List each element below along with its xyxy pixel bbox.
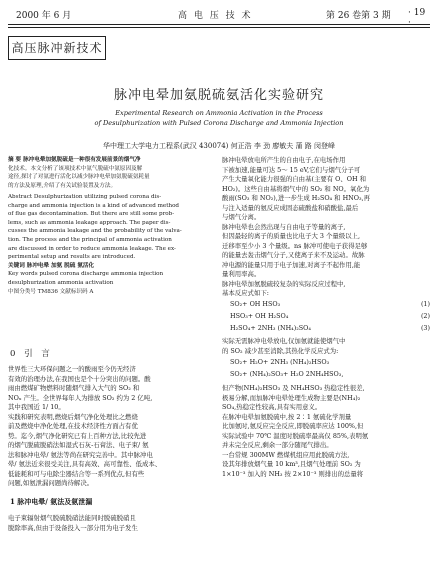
body-line: 世界性三大环保问题之一的酸雨至今仍无经济 [8, 365, 136, 373]
section-0-body [8, 365, 214, 489]
abstract-cn-line: 的方法及原理,介绍了有关试验装置及方法。 [8, 182, 117, 189]
body-line: 量利用率高。 [222, 270, 261, 278]
body-line: 脉冲电晕放电所产生的自由电子,在电场作用 [222, 156, 346, 164]
abstract-cn-line: 途径,探讨了对氨进行活化以减少脉冲电晕加氨脱硫氨耗量 [8, 174, 150, 181]
section-label: 高压脉冲新技术 [8, 36, 106, 60]
body-line: 并未完全反应,剩余一部分随尾气排出。 [222, 441, 333, 449]
equation-2-number: (2) [420, 312, 430, 320]
abstract-en-line: of flue gas decontamination. But there are still some prob- [8, 211, 175, 218]
paper-title-en-line-1: Experimental Research on Ammonia Activation in the Process [115, 109, 323, 117]
header-rule-thin [8, 27, 430, 28]
keywords-cn: 关键词 脉冲电晕 加氨 脱硫 氨活化 [8, 262, 95, 269]
header-issue: 第 26 卷第 3 期 [326, 11, 391, 21]
body-line: NOₓ 产生。全世界每年人为排放 SO₂ 约为 2 亿吨, [8, 393, 153, 402]
abstract-cn [8, 156, 214, 190]
body-line: 电子束辐射烟气脱硫脱硝法能同时脱硫脱硝且 [8, 514, 136, 522]
body-line: 脉冲电晕也会然出现与自由电子等量的离子, [222, 222, 346, 231]
body-line: 冲电源的能量只用于电子加速,对离子不起作用,能 [222, 260, 361, 269]
abstract-en-line: are discussed in order to reduce ammonia leakage. The ex- [8, 245, 176, 252]
section-0-heading: 0 引 言 [10, 349, 53, 359]
body-line: 晕/ 氨法近来很受关注,具有高效、高可靠性、低成本、 [8, 460, 162, 468]
abstract-en-line: perimental setup and results are introduced. [8, 254, 136, 261]
body-line: 势。迄今,烟气净化研究已有上百种方法,比较先进 [8, 431, 147, 440]
body-line: 但产物(NH₄)₂HSO₃ 及 NH₄HSO₃ 热稳定性很差, [222, 384, 365, 392]
body-line: 低能耗和可与电除尘器结合等一系列优点,但有些 [8, 469, 145, 478]
body-line: 1×10⁻³ 加入的 NH₃ 按 2×10⁻³ 则排出的总量将 [222, 469, 364, 478]
equation-1-number: (1) [420, 300, 430, 308]
body-line: 实际试验中 70℃ 温度时脱硫率最高仅 85%,表明氨 [222, 431, 369, 440]
body-line: SO₄,热稳定性较高,具有实用意义。 [222, 403, 322, 411]
body-line: 但因最轻的离子的质量也比电子大 3 个量级以上, [222, 232, 360, 240]
right-body-mid [222, 337, 430, 356]
body-line: 的 SO₂ 减少甚至消除,其热化学反应式为: [222, 346, 339, 355]
paper-title-cn: 脉冲电晕加氨脱硫氨活化实验研究 [113, 88, 324, 103]
running-header [8, 8, 430, 28]
body-line: 下被加速,能量可达 5～ 15 eV,它们与烟气分子可 [222, 165, 361, 174]
body-line: HO₂)。这些自由基将烟气中的 SO₂ 和 NO。氧化为 [222, 184, 370, 193]
equation-3-number: (3) [420, 324, 430, 332]
equation-3: H₂SO₄+ 2NH₃ (NH₄)₂SO₄ [230, 324, 311, 332]
body-line: 一台常规 300MW 燃煤机组应用此脱硫方法, [222, 450, 350, 459]
body-line: 酸雨(SO₃ 和 NO₂),进一步生成 H₂SO₄ 和 HNO₃,再 [222, 194, 370, 202]
equation-block-2 [222, 358, 430, 382]
section-1-body [8, 514, 214, 533]
body-line: 的能量去轰击烟气分子,又使离子来不及运动。故脉 [222, 251, 365, 259]
section-1-heading: 1 脉冲电晕/ 氨法及氨泄漏 [10, 497, 93, 506]
equation-5: SO₂+ (NH₄)₂SO₃+ H₂O 2NH₄HSO₃, [230, 370, 344, 378]
body-line: 迁移率至少小 3 个量级。ns 脉冲可使电子获得足够 [222, 241, 368, 250]
header-date: 2000 年 6 月 [16, 11, 72, 21]
abstract-en-line: lems, such as ammonia leakage approach. The paper dis- [8, 219, 171, 226]
body-line: 与注入适量的氨反应成固态硫酸盐和硝酸盐,最后 [222, 203, 359, 212]
body-line: 法和脉冲电晕/ 氨法等尚在研究完善中。其中脉冲电 [8, 450, 153, 459]
body-line: 的烟气脱硫脱硝法如湿式石灰-石膏法、电子束/ 氨 [8, 441, 149, 449]
abstract-cn-line: 摘 要 脉冲电晕加氨脱硫是一种很有发展前景的烟气净 [8, 157, 141, 163]
body-line: 产生大量氧化能力很强的自由基(主要有 O、OH 和 [222, 175, 367, 183]
paper-title-en-line-2: of Desulphurization with Pulsed Corona Discharge and Ammonia Injection [94, 119, 344, 127]
equation-1: SO₂+ OH HSO₃ [230, 300, 281, 308]
equation-2: HSO₃+ OH H₂SO₄ [230, 312, 289, 320]
body-line: 实践和研究表明,燃烧后烟气净化处理比之燃烧 [8, 412, 138, 421]
header-journal: 高 电 压 技 术 [178, 11, 253, 21]
body-line: 脉冲电晕加氨脱硫较复杂的实际反应过程中, [222, 279, 346, 288]
abstract-en-line: Abstract Desulphurization utilizing pulsed corona dis- [8, 194, 162, 200]
body-line: 设其年排放烟气量 10 km³,且烟气处理前 SO₂ 为 [222, 460, 361, 468]
body-line: 脱除率高,但由于设备投入一部分用为电子发生 [8, 523, 138, 532]
abstract-cn-line: 化技术。本文分析了该项技术中氨气脱硫中氨原因及解 [8, 165, 143, 172]
authors: 华中理工大学电力工程系(武汉 430074) 何正浩 李 劲 廖敏夫 蒲 路 闵登峰 [103, 142, 335, 150]
equation-block-1 [222, 300, 430, 334]
abstract-en-line: tion. The process and the principal of ammonia activation [8, 236, 172, 243]
abstract-en-line: charge and ammonia injection is a kind of advanced method [8, 202, 180, 209]
body-line: 其中我国近 1/ 10。 [8, 403, 65, 411]
body-line: 在脉冲电晕加氨脱硫中,按 2∶1 氨硫化学剂量 [222, 412, 352, 421]
classification: 中图分类号 TM836 文献标识码 A [8, 288, 94, 295]
body-line: 有效的治理办法,在我国也是个十分突出的问题。酸 [8, 374, 151, 383]
header-page: · 19 · [408, 8, 426, 28]
body-line: 雨由燃煤矿物燃料时随烟气排入大气的 SO₂ 和 [8, 384, 140, 392]
body-line: 极易分解,而加脉冲电晕处理生成物主要是(NH₄)₂ [222, 393, 361, 402]
body-line: 前及燃烧中净化处理,在技术经济性方面占有优 [8, 422, 138, 430]
keywords-en-line: desulphurization ammonia activation [8, 279, 114, 286]
body-line: 比加氨时,氨反应完全反应,即脱硫率应达 100%,但 [222, 422, 364, 430]
right-body-top [222, 156, 430, 299]
header-rule [8, 24, 430, 25]
abstract-en [8, 193, 214, 296]
equation-4: SO₂+ H₂O+ 2NH₃ (NH₄)₂HSO₃ [230, 358, 330, 366]
abstract-en-line: cusses the ammonia leakage and the probability of the valva- [8, 228, 182, 235]
body-line: 实际无需脉冲电晕放电,仅加氨就能使烟气中 [222, 337, 346, 345]
body-line: 问题,如氨泄漏问题尚待解决。 [8, 479, 94, 487]
keywords-en-line: Key words pulsed corona discharge ammonia injection [8, 271, 164, 278]
body-line: 基本反应式如下: [222, 289, 269, 297]
right-body-bottom [222, 384, 430, 479]
body-line: 与烟气分离。 [222, 213, 261, 221]
